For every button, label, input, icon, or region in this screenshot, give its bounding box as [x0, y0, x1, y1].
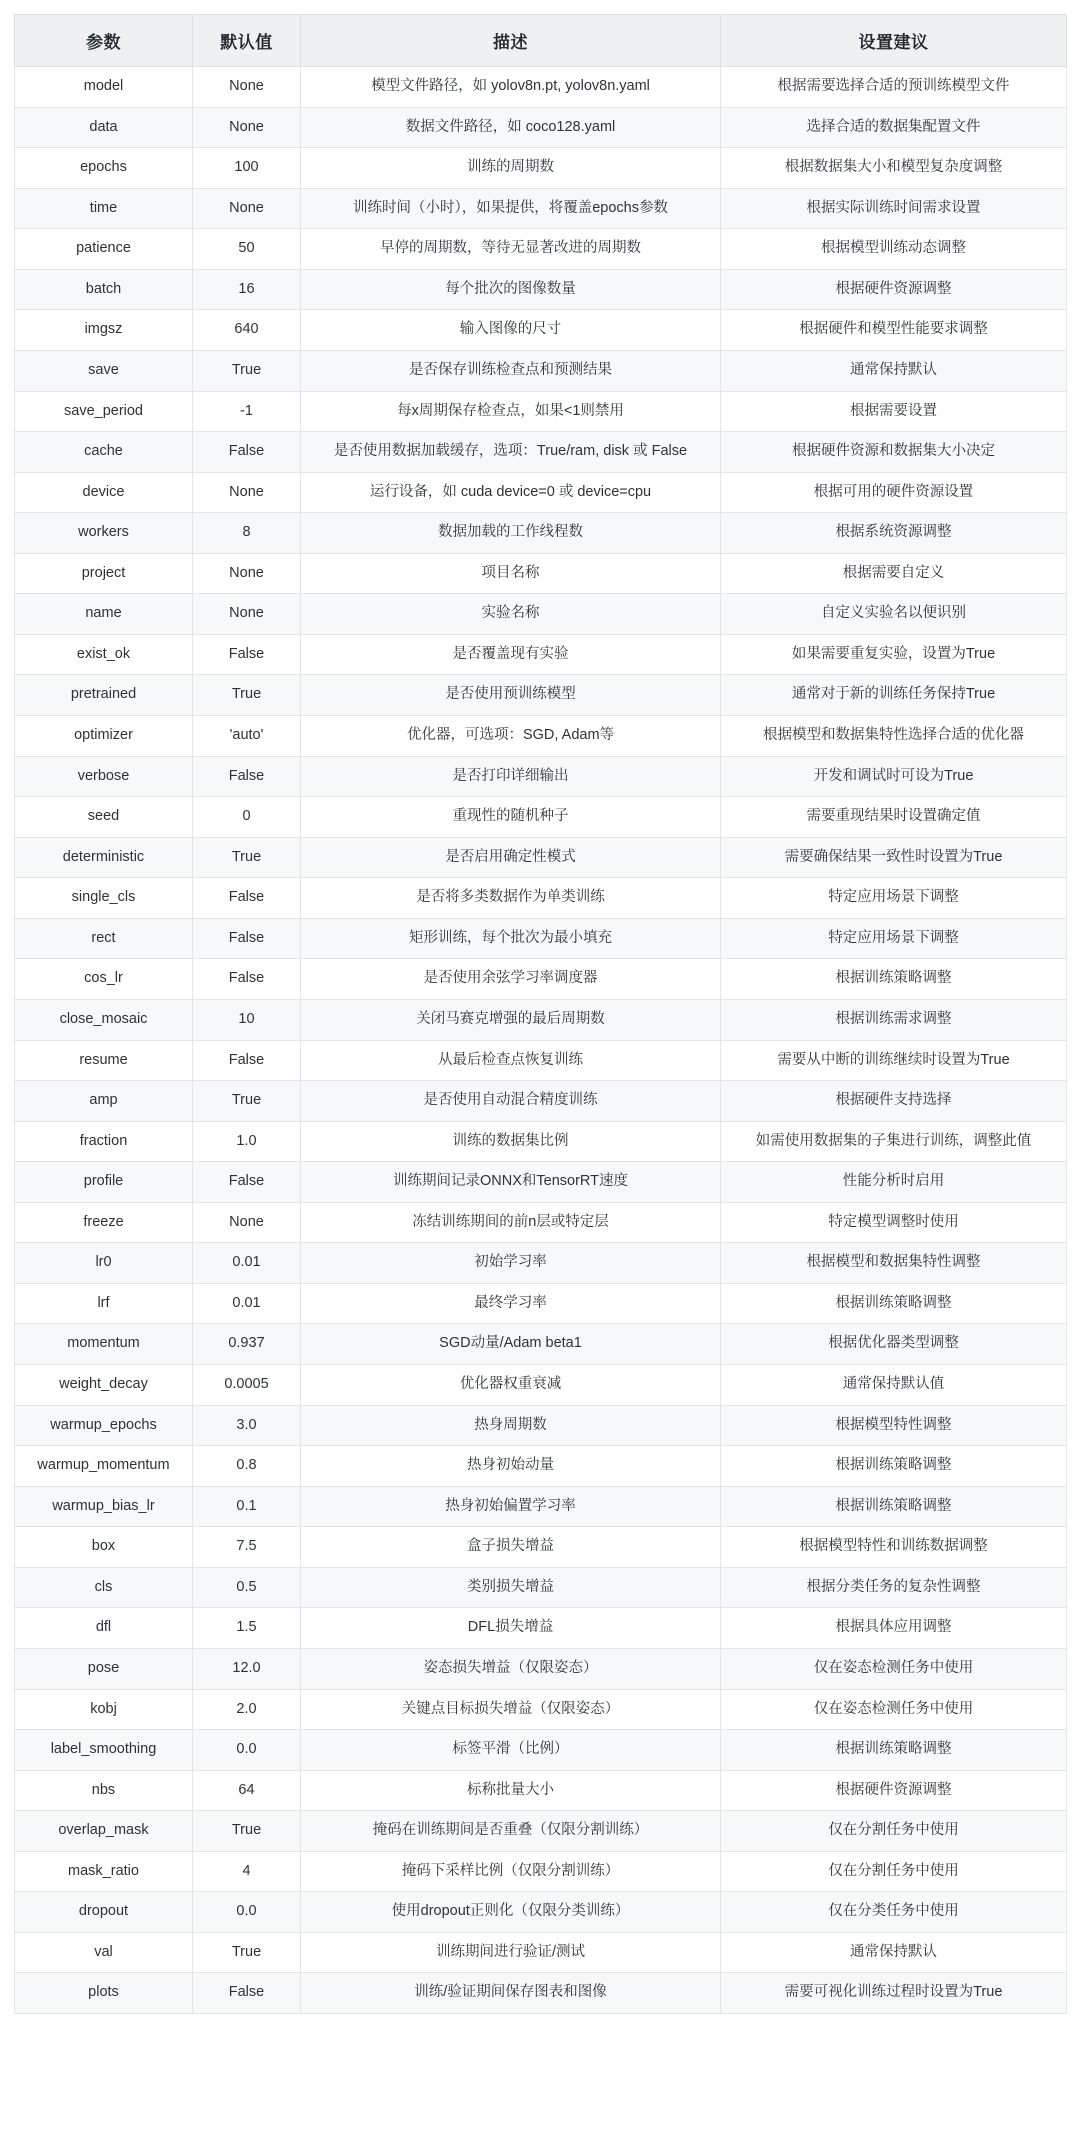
cell-description: 冻结训练期间的前n层或特定层 — [301, 1202, 721, 1243]
cell-description: SGD动量/Adam beta1 — [301, 1324, 721, 1365]
cell-default: 0.1 — [193, 1486, 301, 1527]
cell-recommendation: 选择合适的数据集配置文件 — [721, 107, 1067, 148]
table-row — [15, 756, 1067, 797]
cell-recommendation: 特定应用场景下调整 — [721, 918, 1067, 959]
cell-param: device — [15, 472, 193, 513]
table-header-row — [15, 15, 1067, 67]
cell-description: 类别损失增益 — [301, 1567, 721, 1608]
cell-recommendation: 通常保持默认 — [721, 350, 1067, 391]
cell-recommendation: 根据系统资源调整 — [721, 513, 1067, 554]
table-row — [15, 878, 1067, 919]
cell-default: None — [193, 594, 301, 635]
table-row — [15, 1932, 1067, 1973]
cell-recommendation: 根据具体应用调整 — [721, 1608, 1067, 1649]
cell-description: 使用dropout正则化（仅限分类训练） — [301, 1892, 721, 1933]
table-row — [15, 553, 1067, 594]
cell-param: resume — [15, 1040, 193, 1081]
cell-recommendation: 根据训练策略调整 — [721, 1446, 1067, 1487]
cell-param: name — [15, 594, 193, 635]
table-row — [15, 999, 1067, 1040]
table-row — [15, 513, 1067, 554]
cell-default: 640 — [193, 310, 301, 351]
cell-param: momentum — [15, 1324, 193, 1365]
cell-recommendation: 根据训练策略调整 — [721, 959, 1067, 1000]
table-row — [15, 1892, 1067, 1933]
cell-default: False — [193, 959, 301, 1000]
cell-param: lr0 — [15, 1243, 193, 1284]
cell-recommendation: 根据训练策略调整 — [721, 1730, 1067, 1771]
cell-recommendation: 根据分类任务的复杂性调整 — [721, 1567, 1067, 1608]
cell-param: patience — [15, 229, 193, 270]
cell-recommendation: 根据可用的硬件资源设置 — [721, 472, 1067, 513]
cell-param: amp — [15, 1081, 193, 1122]
cell-param: cache — [15, 432, 193, 473]
table-row — [15, 310, 1067, 351]
cell-description: 热身初始动量 — [301, 1446, 721, 1487]
column-header-parameter: 参数 — [15, 15, 193, 67]
cell-description: 训练的数据集比例 — [301, 1121, 721, 1162]
table-row — [15, 1121, 1067, 1162]
cell-default: True — [193, 1811, 301, 1852]
cell-recommendation: 特定应用场景下调整 — [721, 878, 1067, 919]
cell-param: nbs — [15, 1770, 193, 1811]
cell-description: 运行设备，如 cuda device=0 或 device=cpu — [301, 472, 721, 513]
cell-recommendation: 通常保持默认 — [721, 1932, 1067, 1973]
cell-default: 0.937 — [193, 1324, 301, 1365]
table-row — [15, 594, 1067, 635]
cell-recommendation: 如果需要重复实验，设置为True — [721, 634, 1067, 675]
table-body — [15, 67, 1067, 2014]
cell-param: imgsz — [15, 310, 193, 351]
cell-param: rect — [15, 918, 193, 959]
cell-param: cos_lr — [15, 959, 193, 1000]
table-row — [15, 797, 1067, 838]
cell-description: 姿态损失增益（仅限姿态） — [301, 1648, 721, 1689]
cell-description: 训练期间记录ONNX和TensorRT速度 — [301, 1162, 721, 1203]
cell-default: 1.5 — [193, 1608, 301, 1649]
cell-description: 模型文件路径，如 yolov8n.pt, yolov8n.yaml — [301, 67, 721, 108]
cell-param: save_period — [15, 391, 193, 432]
cell-default: 50 — [193, 229, 301, 270]
cell-default: False — [193, 1040, 301, 1081]
cell-param: val — [15, 1932, 193, 1973]
cell-description: 项目名称 — [301, 553, 721, 594]
cell-default: None — [193, 107, 301, 148]
table-row — [15, 148, 1067, 189]
table-row — [15, 188, 1067, 229]
table-row — [15, 1162, 1067, 1203]
column-header-recommendation: 设置建议 — [721, 15, 1067, 67]
cell-param: epochs — [15, 148, 193, 189]
cell-recommendation: 根据数据集大小和模型复杂度调整 — [721, 148, 1067, 189]
cell-recommendation: 根据训练策略调整 — [721, 1486, 1067, 1527]
table-row — [15, 1811, 1067, 1852]
cell-param: lrf — [15, 1283, 193, 1324]
cell-default: None — [193, 472, 301, 513]
cell-default: None — [193, 67, 301, 108]
cell-default: 0 — [193, 797, 301, 838]
cell-description: 是否使用自动混合精度训练 — [301, 1081, 721, 1122]
cell-default: False — [193, 878, 301, 919]
cell-param: freeze — [15, 1202, 193, 1243]
cell-param: box — [15, 1527, 193, 1568]
table-row — [15, 1446, 1067, 1487]
cell-default: 0.0005 — [193, 1365, 301, 1406]
cell-default: False — [193, 756, 301, 797]
cell-param: kobj — [15, 1689, 193, 1730]
table-row — [15, 1081, 1067, 1122]
cell-default: 10 — [193, 999, 301, 1040]
cell-default: False — [193, 432, 301, 473]
cell-recommendation: 仅在姿态检测任务中使用 — [721, 1689, 1067, 1730]
cell-description: 最终学习率 — [301, 1283, 721, 1324]
cell-description: 是否打印详细输出 — [301, 756, 721, 797]
table-row — [15, 432, 1067, 473]
table-row — [15, 391, 1067, 432]
cell-recommendation: 根据硬件和模型性能要求调整 — [721, 310, 1067, 351]
cell-default: 'auto' — [193, 716, 301, 757]
cell-description: 训练/验证期间保存图表和图像 — [301, 1973, 721, 2014]
table-row — [15, 67, 1067, 108]
training-parameters-table — [14, 14, 1067, 2014]
cell-default: 0.5 — [193, 1567, 301, 1608]
cell-description: 数据文件路径，如 coco128.yaml — [301, 107, 721, 148]
cell-recommendation: 通常保持默认值 — [721, 1365, 1067, 1406]
cell-param: warmup_bias_lr — [15, 1486, 193, 1527]
cell-recommendation: 根据硬件支持选择 — [721, 1081, 1067, 1122]
cell-default: 0.0 — [193, 1730, 301, 1771]
table-row — [15, 1486, 1067, 1527]
cell-description: 掩码下采样比例（仅限分割训练） — [301, 1851, 721, 1892]
cell-description: 每个批次的图像数量 — [301, 269, 721, 310]
cell-description: 标称批量大小 — [301, 1770, 721, 1811]
cell-default: 16 — [193, 269, 301, 310]
cell-description: 初始学习率 — [301, 1243, 721, 1284]
cell-default: 0.8 — [193, 1446, 301, 1487]
cell-description: 盒子损失增益 — [301, 1527, 721, 1568]
cell-default: 0.01 — [193, 1243, 301, 1284]
cell-recommendation: 需要从中断的训练继续时设置为True — [721, 1040, 1067, 1081]
cell-description: 是否启用确定性模式 — [301, 837, 721, 878]
column-header-description: 描述 — [301, 15, 721, 67]
cell-param: verbose — [15, 756, 193, 797]
cell-recommendation: 根据模型和数据集特性选择合适的优化器 — [721, 716, 1067, 757]
cell-recommendation: 需要重现结果时设置确定值 — [721, 797, 1067, 838]
table-row — [15, 229, 1067, 270]
cell-param: plots — [15, 1973, 193, 2014]
cell-param: warmup_epochs — [15, 1405, 193, 1446]
table-row — [15, 634, 1067, 675]
cell-recommendation: 如需使用数据集的子集进行训练，调整此值 — [721, 1121, 1067, 1162]
cell-default: True — [193, 675, 301, 716]
cell-param: single_cls — [15, 878, 193, 919]
cell-description: 数据加载的工作线程数 — [301, 513, 721, 554]
cell-param: model — [15, 67, 193, 108]
cell-param: workers — [15, 513, 193, 554]
cell-description: 矩形训练，每个批次为最小填充 — [301, 918, 721, 959]
table-row — [15, 1405, 1067, 1446]
table-row — [15, 716, 1067, 757]
cell-param: optimizer — [15, 716, 193, 757]
cell-description: 优化器权重衰减 — [301, 1365, 721, 1406]
cell-param: profile — [15, 1162, 193, 1203]
cell-description: 从最后检查点恢复训练 — [301, 1040, 721, 1081]
cell-param: pose — [15, 1648, 193, 1689]
cell-description: 热身初始偏置学习率 — [301, 1486, 721, 1527]
cell-description: 标签平滑（比例） — [301, 1730, 721, 1771]
cell-description: 关闭马赛克增强的最后周期数 — [301, 999, 721, 1040]
table-row — [15, 1851, 1067, 1892]
table-row — [15, 472, 1067, 513]
column-header-default: 默认值 — [193, 15, 301, 67]
table-row — [15, 1973, 1067, 2014]
cell-recommendation: 根据优化器类型调整 — [721, 1324, 1067, 1365]
cell-param: pretrained — [15, 675, 193, 716]
cell-description: 重现性的随机种子 — [301, 797, 721, 838]
cell-param: overlap_mask — [15, 1811, 193, 1852]
cell-param: data — [15, 107, 193, 148]
cell-recommendation: 仅在分割任务中使用 — [721, 1811, 1067, 1852]
table-row — [15, 1324, 1067, 1365]
cell-default: 12.0 — [193, 1648, 301, 1689]
cell-recommendation: 根据模型特性调整 — [721, 1405, 1067, 1446]
cell-description: 早停的周期数，等待无显著改进的周期数 — [301, 229, 721, 270]
cell-default: 4 — [193, 1851, 301, 1892]
cell-default: 64 — [193, 1770, 301, 1811]
cell-recommendation: 根据需要设置 — [721, 391, 1067, 432]
table-row — [15, 918, 1067, 959]
cell-param: cls — [15, 1567, 193, 1608]
cell-recommendation: 需要确保结果一致性时设置为True — [721, 837, 1067, 878]
cell-description: 输入图像的尺寸 — [301, 310, 721, 351]
table-row — [15, 107, 1067, 148]
cell-param: time — [15, 188, 193, 229]
cell-description: 每x周期保存检查点，如果<1则禁用 — [301, 391, 721, 432]
cell-description: 是否使用预训练模型 — [301, 675, 721, 716]
cell-description: 是否使用余弦学习率调度器 — [301, 959, 721, 1000]
cell-param: close_mosaic — [15, 999, 193, 1040]
cell-description: 是否使用数据加载缓存，选项：True/ram, disk 或 False — [301, 432, 721, 473]
cell-default: None — [193, 188, 301, 229]
cell-default: 1.0 — [193, 1121, 301, 1162]
cell-description: 训练期间进行验证/测试 — [301, 1932, 721, 1973]
cell-description: 优化器，可选项：SGD, Adam等 — [301, 716, 721, 757]
cell-param: fraction — [15, 1121, 193, 1162]
cell-recommendation: 根据模型和数据集特性调整 — [721, 1243, 1067, 1284]
cell-description: 是否覆盖现有实验 — [301, 634, 721, 675]
table-row — [15, 1365, 1067, 1406]
cell-description: 是否将多类数据作为单类训练 — [301, 878, 721, 919]
table-row — [15, 1527, 1067, 1568]
cell-recommendation: 仅在分类任务中使用 — [721, 1892, 1067, 1933]
table-row — [15, 959, 1067, 1000]
table-row — [15, 1567, 1067, 1608]
cell-recommendation: 特定模型调整时使用 — [721, 1202, 1067, 1243]
cell-default: False — [193, 634, 301, 675]
cell-default: False — [193, 1973, 301, 2014]
cell-param: project — [15, 553, 193, 594]
cell-recommendation: 通常对于新的训练任务保持True — [721, 675, 1067, 716]
cell-param: deterministic — [15, 837, 193, 878]
table-header — [15, 15, 1067, 67]
table-row — [15, 837, 1067, 878]
table-row — [15, 1770, 1067, 1811]
table-row — [15, 1730, 1067, 1771]
table-row — [15, 1608, 1067, 1649]
table-row — [15, 675, 1067, 716]
cell-default: True — [193, 837, 301, 878]
cell-default: False — [193, 1162, 301, 1203]
cell-default: False — [193, 918, 301, 959]
table-row — [15, 1648, 1067, 1689]
cell-param: mask_ratio — [15, 1851, 193, 1892]
table-row — [15, 350, 1067, 391]
cell-recommendation: 根据模型特性和训练数据调整 — [721, 1527, 1067, 1568]
cell-default: None — [193, 1202, 301, 1243]
cell-default: True — [193, 350, 301, 391]
cell-default: True — [193, 1932, 301, 1973]
cell-param: warmup_momentum — [15, 1446, 193, 1487]
cell-default: 2.0 — [193, 1689, 301, 1730]
cell-recommendation: 需要可视化训练过程时设置为True — [721, 1973, 1067, 2014]
cell-description: 实验名称 — [301, 594, 721, 635]
cell-recommendation: 根据硬件资源和数据集大小决定 — [721, 432, 1067, 473]
cell-recommendation: 性能分析时启用 — [721, 1162, 1067, 1203]
cell-default: 100 — [193, 148, 301, 189]
cell-default: 8 — [193, 513, 301, 554]
cell-recommendation: 根据训练需求调整 — [721, 999, 1067, 1040]
cell-recommendation: 根据硬件资源调整 — [721, 269, 1067, 310]
cell-recommendation: 开发和调试时可设为True — [721, 756, 1067, 797]
cell-recommendation: 仅在姿态检测任务中使用 — [721, 1648, 1067, 1689]
table-row — [15, 1283, 1067, 1324]
cell-description: 训练时间（小时），如果提供，将覆盖epochs参数 — [301, 188, 721, 229]
cell-param: batch — [15, 269, 193, 310]
cell-param: dropout — [15, 1892, 193, 1933]
cell-param: label_smoothing — [15, 1730, 193, 1771]
cell-default: 0.0 — [193, 1892, 301, 1933]
cell-param: exist_ok — [15, 634, 193, 675]
cell-recommendation: 根据实际训练时间需求设置 — [721, 188, 1067, 229]
cell-description: DFL损失增益 — [301, 1608, 721, 1649]
cell-param: weight_decay — [15, 1365, 193, 1406]
cell-description: 热身周期数 — [301, 1405, 721, 1446]
cell-recommendation: 根据需要选择合适的预训练模型文件 — [721, 67, 1067, 108]
cell-recommendation: 根据模型训练动态调整 — [721, 229, 1067, 270]
cell-description: 关键点目标损失增益（仅限姿态） — [301, 1689, 721, 1730]
table-row — [15, 1040, 1067, 1081]
cell-default: -1 — [193, 391, 301, 432]
cell-param: seed — [15, 797, 193, 838]
cell-recommendation: 根据需要自定义 — [721, 553, 1067, 594]
cell-param: dfl — [15, 1608, 193, 1649]
cell-default: 7.5 — [193, 1527, 301, 1568]
cell-recommendation: 自定义实验名以便识别 — [721, 594, 1067, 635]
table-row — [15, 1202, 1067, 1243]
cell-recommendation: 仅在分割任务中使用 — [721, 1851, 1067, 1892]
cell-recommendation: 根据硬件资源调整 — [721, 1770, 1067, 1811]
cell-description: 训练的周期数 — [301, 148, 721, 189]
table-row — [15, 269, 1067, 310]
cell-default: 0.01 — [193, 1283, 301, 1324]
cell-default: True — [193, 1081, 301, 1122]
table-row — [15, 1243, 1067, 1284]
cell-param: save — [15, 350, 193, 391]
cell-description: 掩码在训练期间是否重叠（仅限分割训练） — [301, 1811, 721, 1852]
table-row — [15, 1689, 1067, 1730]
cell-default: None — [193, 553, 301, 594]
cell-recommendation: 根据训练策略调整 — [721, 1283, 1067, 1324]
cell-default: 3.0 — [193, 1405, 301, 1446]
cell-description: 是否保存训练检查点和预测结果 — [301, 350, 721, 391]
